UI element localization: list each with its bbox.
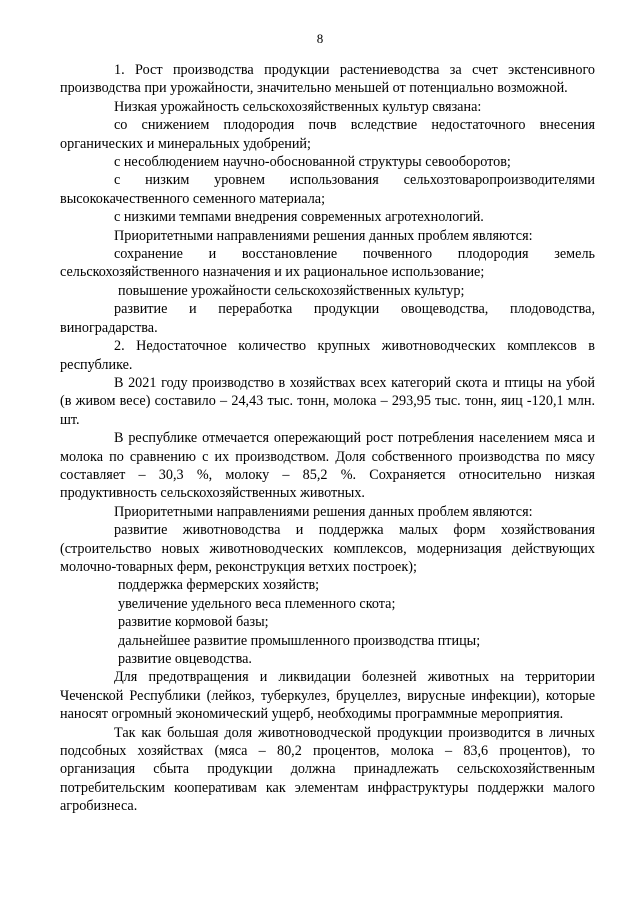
paragraph: с низкими темпами внедрения современных агротехнологий. <box>114 209 484 226</box>
paragraph: В 2021 году производство в хозяйствах всех категорий скота и птицы на убой (в живом весе) составило – 24,43 тыс. тонн, молока – 293,95 тыс. тонн, яиц -120,1 млн. шт. <box>60 374 595 428</box>
paragraph: сохранение и восстановление почвенного плодородия земель сельскохозяйственного назначения и их рациональное использование; <box>60 246 595 281</box>
page-number: 8 <box>316 31 324 46</box>
paragraph: Для предотвращения и ликвидации болезней животных на территории Чеченской Республики (лейкоз, туберкулез, бруцеллез, вирусные инфекции), которые наносят огромный экономический ущерб, необходимы программные мероприятия. <box>60 669 595 723</box>
paragraph: 1. Рост производства продукции растениеводства за счет экстенсивного производства при урожайности, значительно меньшей от потенциально возможной. <box>60 62 595 97</box>
paragraph: развитие овцеводства. <box>118 651 252 667</box>
paragraph: дальнейшее развитие промышленного производства птицы; <box>118 632 481 649</box>
paragraph: В республике отмечается опережающий рост потребления населением мяса и молока по сравнению с их производством. Доля собственного производства по мясу составляет – 30,3 %, молоку – 85,2 %. Сохраняется относительно низкая продуктивность сельскохозяйственных животных. <box>60 430 595 502</box>
paragraph: увеличение удельного веса племенного скота; <box>118 595 396 612</box>
paragraph: поддержка фермерских хозяйств; <box>118 577 320 594</box>
paragraph: Так как большая доля животноводческой продукции производится в личных подсобных хозяйствах (мяса – 80,2 процентов, молока – 83,6 процентов), то организация сбыта продукции должна принадлежать сельскохозяйственным потребительским кооперативам как элементам инфраструктуры поддержки малого агробизнеса. <box>60 724 595 815</box>
document-body <box>60 61 595 816</box>
paragraph: развитие и переработка продукции овощеводства, плодоводства, виноградарства. <box>60 301 595 336</box>
paragraph: Низкая урожайность сельскохозяйственных культур связана: <box>114 98 482 115</box>
paragraph: повышение урожайности сельскохозяйственных культур; <box>118 282 465 299</box>
paragraph: с низким уровнем использования сельхозтоваропроизводителями высококачественного семенного материала; <box>60 172 595 207</box>
paragraph: 2. Недостаточное количество крупных животноводческих комплексов в республике. <box>60 338 595 373</box>
paragraph: развитие кормовой базы; <box>118 614 269 631</box>
paragraph: развитие животноводства и поддержка малых форм хозяйствования (строительство новых животноводческих комплексов, модернизация действующих молочно-товарных ферм, реконструкция ветхих построек); <box>60 522 595 575</box>
paragraph: со снижением плодородия почв вследствие недостаточного внесения органических и минеральных удобрений; <box>60 117 595 152</box>
paragraph: Приоритетными направлениями решения данных проблем являются: <box>114 227 533 244</box>
paragraph: Приоритетными направлениями решения данных проблем являются: <box>114 503 533 520</box>
paragraph: с несоблюдением научно-обоснованной структуры севооборотов; <box>114 154 511 171</box>
